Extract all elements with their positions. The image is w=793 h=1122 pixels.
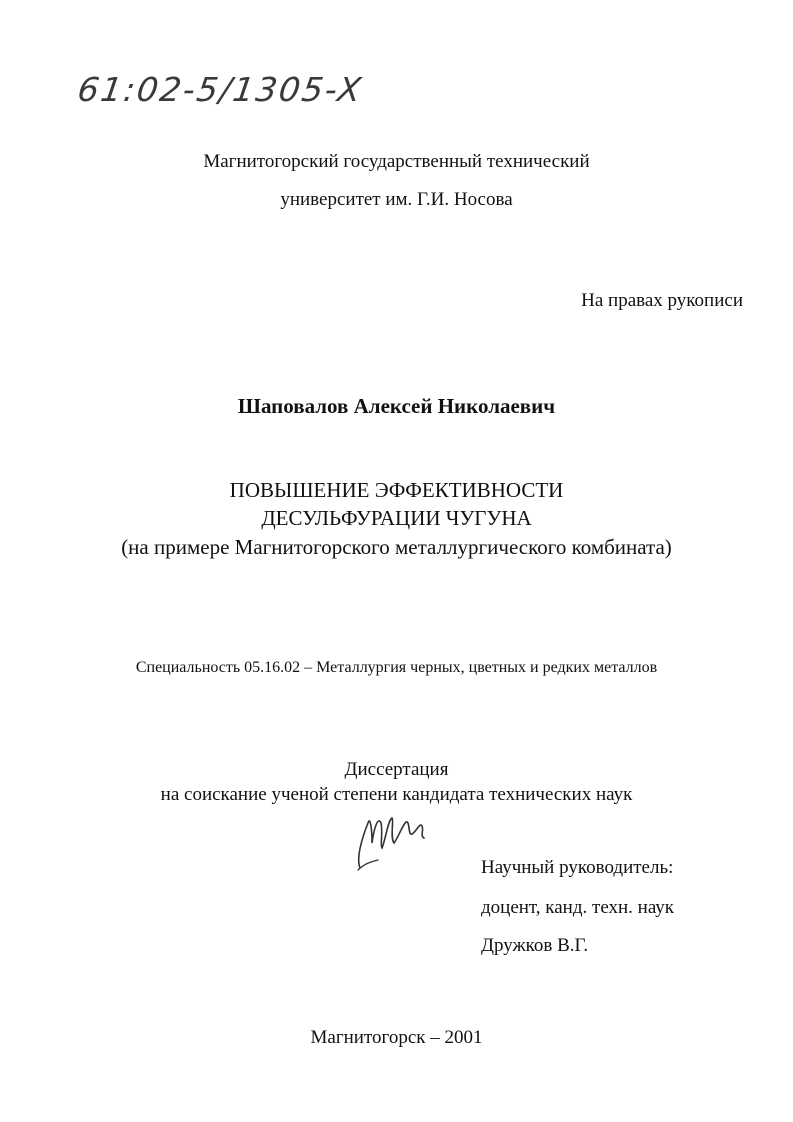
author-name: Шаповалов Алексей Николаевич bbox=[237, 394, 556, 418]
signature-image bbox=[350, 798, 430, 878]
specialty: Специальность 05.16.02 – Металлургия черных, цветных и редких металлов bbox=[135, 659, 658, 676]
title-line-1: ПОВЫШЕНИЕ ЭФФЕКТИВНОСТИ bbox=[229, 478, 564, 502]
title-line-2: ДЕСУЛЬФУРАЦИИ ЧУГУНА bbox=[261, 506, 532, 530]
dissertation-degree: на соискание ученой степени кандидата технических наук bbox=[160, 784, 633, 805]
title-subtitle: (на примере Магнитогорского металлургического комбината) bbox=[121, 535, 672, 559]
university-line-2: университет им. Г.И. Носова bbox=[280, 189, 513, 210]
rights-note: На правах рукописи bbox=[581, 290, 743, 311]
supervisor-rank: доцент, канд. техн. наук bbox=[481, 897, 675, 918]
city-year: Магнитогорск – 2001 bbox=[310, 1027, 483, 1048]
university-line-1: Магнитогорский государственный технический bbox=[203, 151, 590, 172]
dissertation-type: Диссертация bbox=[344, 759, 449, 780]
supervisor-label: Научный руководитель: bbox=[481, 857, 674, 878]
supervisor-name: Дружков В.Г. bbox=[481, 935, 589, 956]
archive-code: 61:02-5/1305-X bbox=[75, 70, 366, 109]
